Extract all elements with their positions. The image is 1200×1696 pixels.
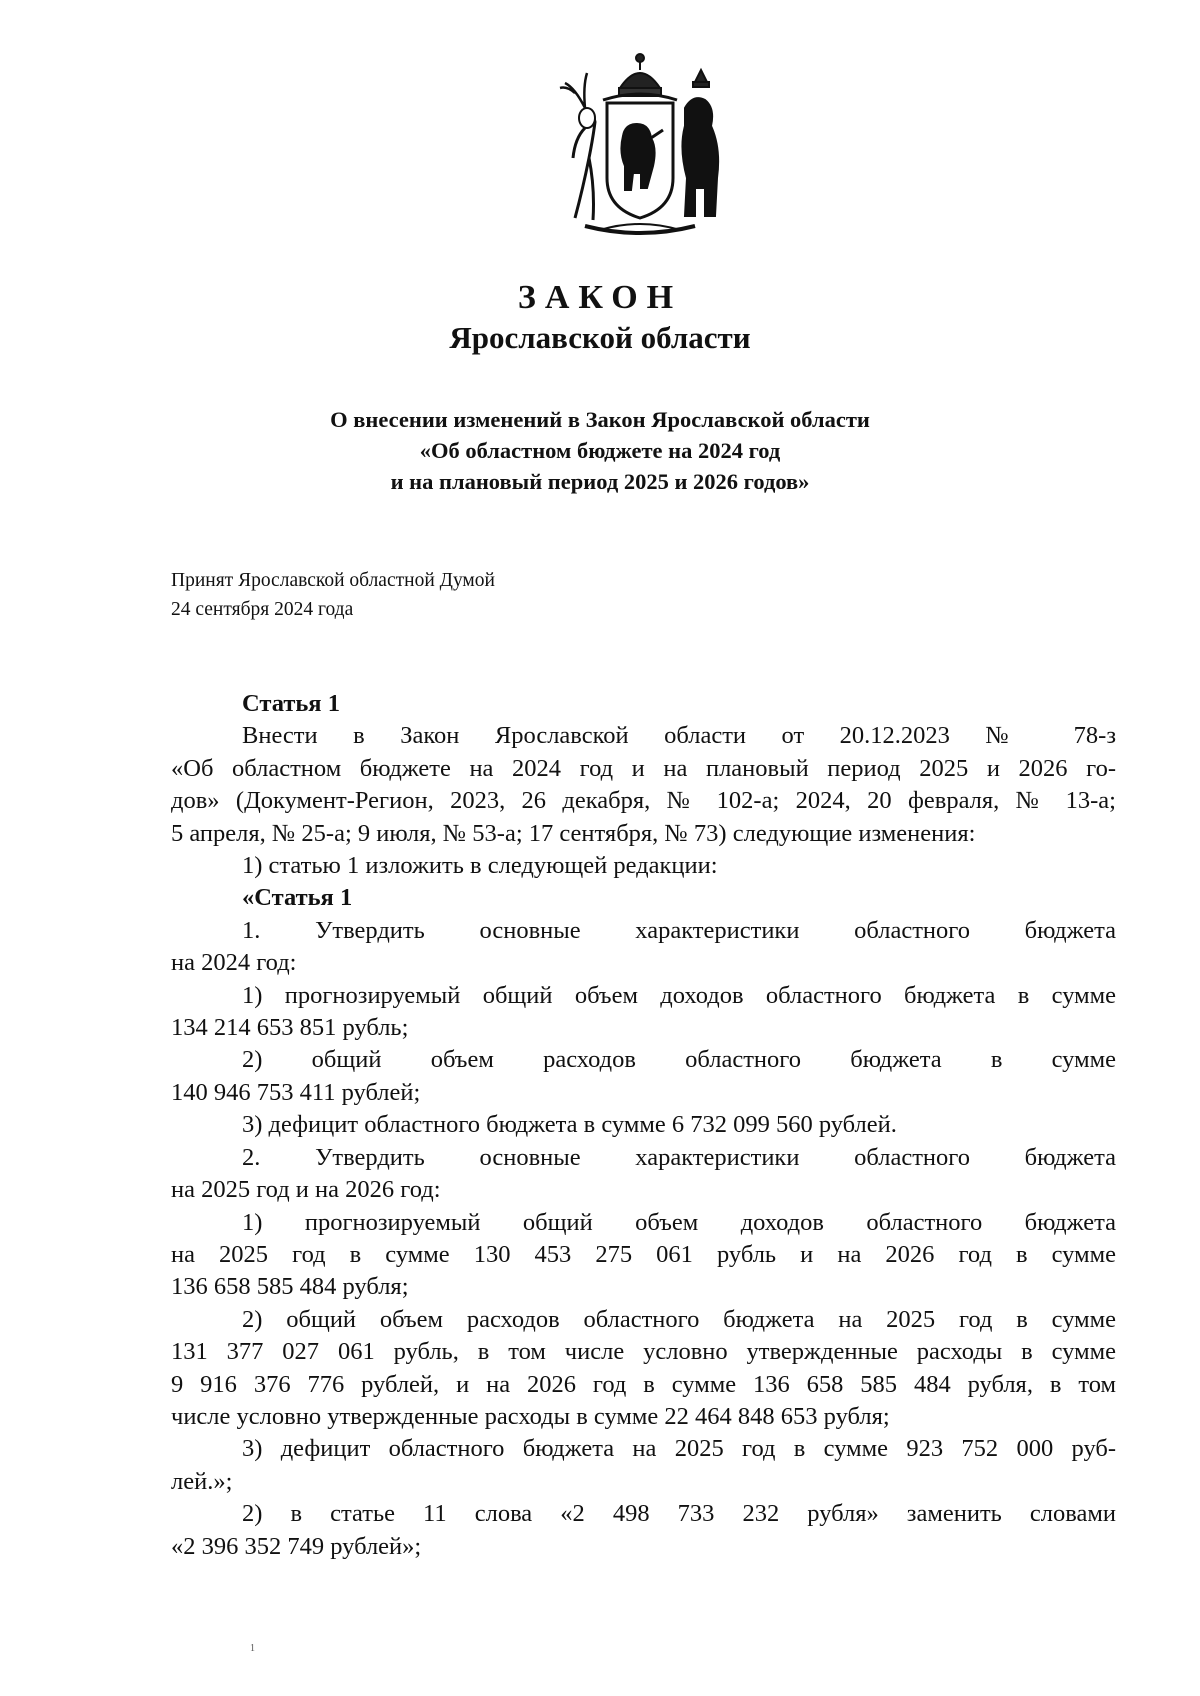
- law-word: ЗАКОН: [517, 279, 683, 316]
- article-intro-line-3: дов» (Документ-Регион, 2023, 26 декабря, № 102-а; 2024, 20 февраля, № 13-а;: [171, 787, 1116, 815]
- adoption-line-1: Принят Ярославской областной Думой: [171, 570, 495, 591]
- article-intro-line-1: Внести в Закон Ярославской области от 20.12.2023 № 78-з: [242, 722, 1116, 750]
- subtitle-line-2: «Об областном бюджете на 2024 год: [419, 438, 781, 463]
- part-2-item-1-line-2: на 2025 год в сумме 130 453 275 061 рубль и на 2026 год в сумме: [171, 1240, 1116, 1268]
- adoption-note: [171, 566, 495, 624]
- part-1-line-2: на 2024 год:: [171, 949, 297, 977]
- article-intro-line-4: 5 апреля, № 25-а; 9 июля, № 53-а; 17 сентября, № 73) следующие изменения:: [171, 819, 976, 847]
- part-2-item-2-line-1: 2) общий объем расходов областного бюджета на 2025 год в сумме: [242, 1305, 1116, 1333]
- part-2-item-2-line-4: числе условно утвержденные расходы в сумме 22 464 848 653 рубля;: [171, 1402, 890, 1430]
- part-1-item-1-line-1: 1) прогнозируемый общий объем доходов областного бюджета в сумме: [242, 981, 1116, 1009]
- part-1-item-2-line-1: 2) общий объем расходов областного бюджета в сумме: [242, 1046, 1116, 1074]
- item-2-line-2: «2 396 352 749 рублей»;: [171, 1532, 422, 1560]
- coat-of-arms-icon: [545, 48, 735, 248]
- part-1-item-2-line-2: 140 946 753 411 рублей;: [171, 1078, 421, 1106]
- part-2-item-1-line-3: 136 658 585 484 рубля;: [171, 1273, 409, 1301]
- law-title: [0, 278, 1200, 358]
- part-2-item-2-line-2: 131 377 027 061 рубль, в том числе условно утвержденные расходы в сумме: [171, 1338, 1116, 1366]
- part-1-item-3: 3) дефицит областного бюджета в сумме 6 732 099 560 рублей.: [242, 1111, 897, 1139]
- quoted-article-heading: «Статья 1: [242, 884, 353, 912]
- subtitle-line-1: О внесении изменений в Закон Ярославской области: [330, 407, 870, 432]
- part-2-item-2-line-3: 9 916 376 776 рублей, и на 2026 год в сумме 136 658 585 484 рубля, в том: [171, 1370, 1116, 1398]
- article-intro-line-2: «Об областном бюджете на 2024 год и на плановый период 2025 и 2026 го-: [171, 754, 1116, 782]
- article-body: [171, 688, 1116, 1563]
- part-2-line-2: на 2025 год и на 2026 год:: [171, 1176, 441, 1204]
- part-2-item-3-line-1: 3) дефицит областного бюджета на 2025 год в сумме 923 752 000 руб-: [242, 1435, 1116, 1463]
- adoption-date: 24 сентября 2024 года: [171, 599, 354, 620]
- part-1-line-1: 1. Утвердить основные характеристики областного бюджета: [242, 916, 1116, 944]
- part-2-item-1-line-1: 1) прогнозируемый общий объем доходов областного бюджета: [242, 1208, 1116, 1236]
- law-subtitle: [0, 404, 1200, 497]
- item-2-line-1: 2) в статье 11 слова «2 498 733 232 рубля» заменить словами: [242, 1500, 1116, 1528]
- part-2-item-3-line-2: лей.»;: [171, 1467, 233, 1495]
- item-1: 1) статью 1 изложить в следующей редакции:: [242, 852, 718, 880]
- subtitle-line-3: и на плановый период 2025 и 2026 годов»: [390, 469, 810, 494]
- article-heading: Статья 1: [242, 690, 340, 717]
- page-footer-mark: 1: [250, 1643, 255, 1654]
- law-region: Ярославской области: [449, 320, 751, 355]
- part-1-item-1-line-2: 134 214 653 851 рубль;: [171, 1014, 409, 1042]
- part-2-line-1: 2. Утвердить основные характеристики областного бюджета: [242, 1143, 1116, 1171]
